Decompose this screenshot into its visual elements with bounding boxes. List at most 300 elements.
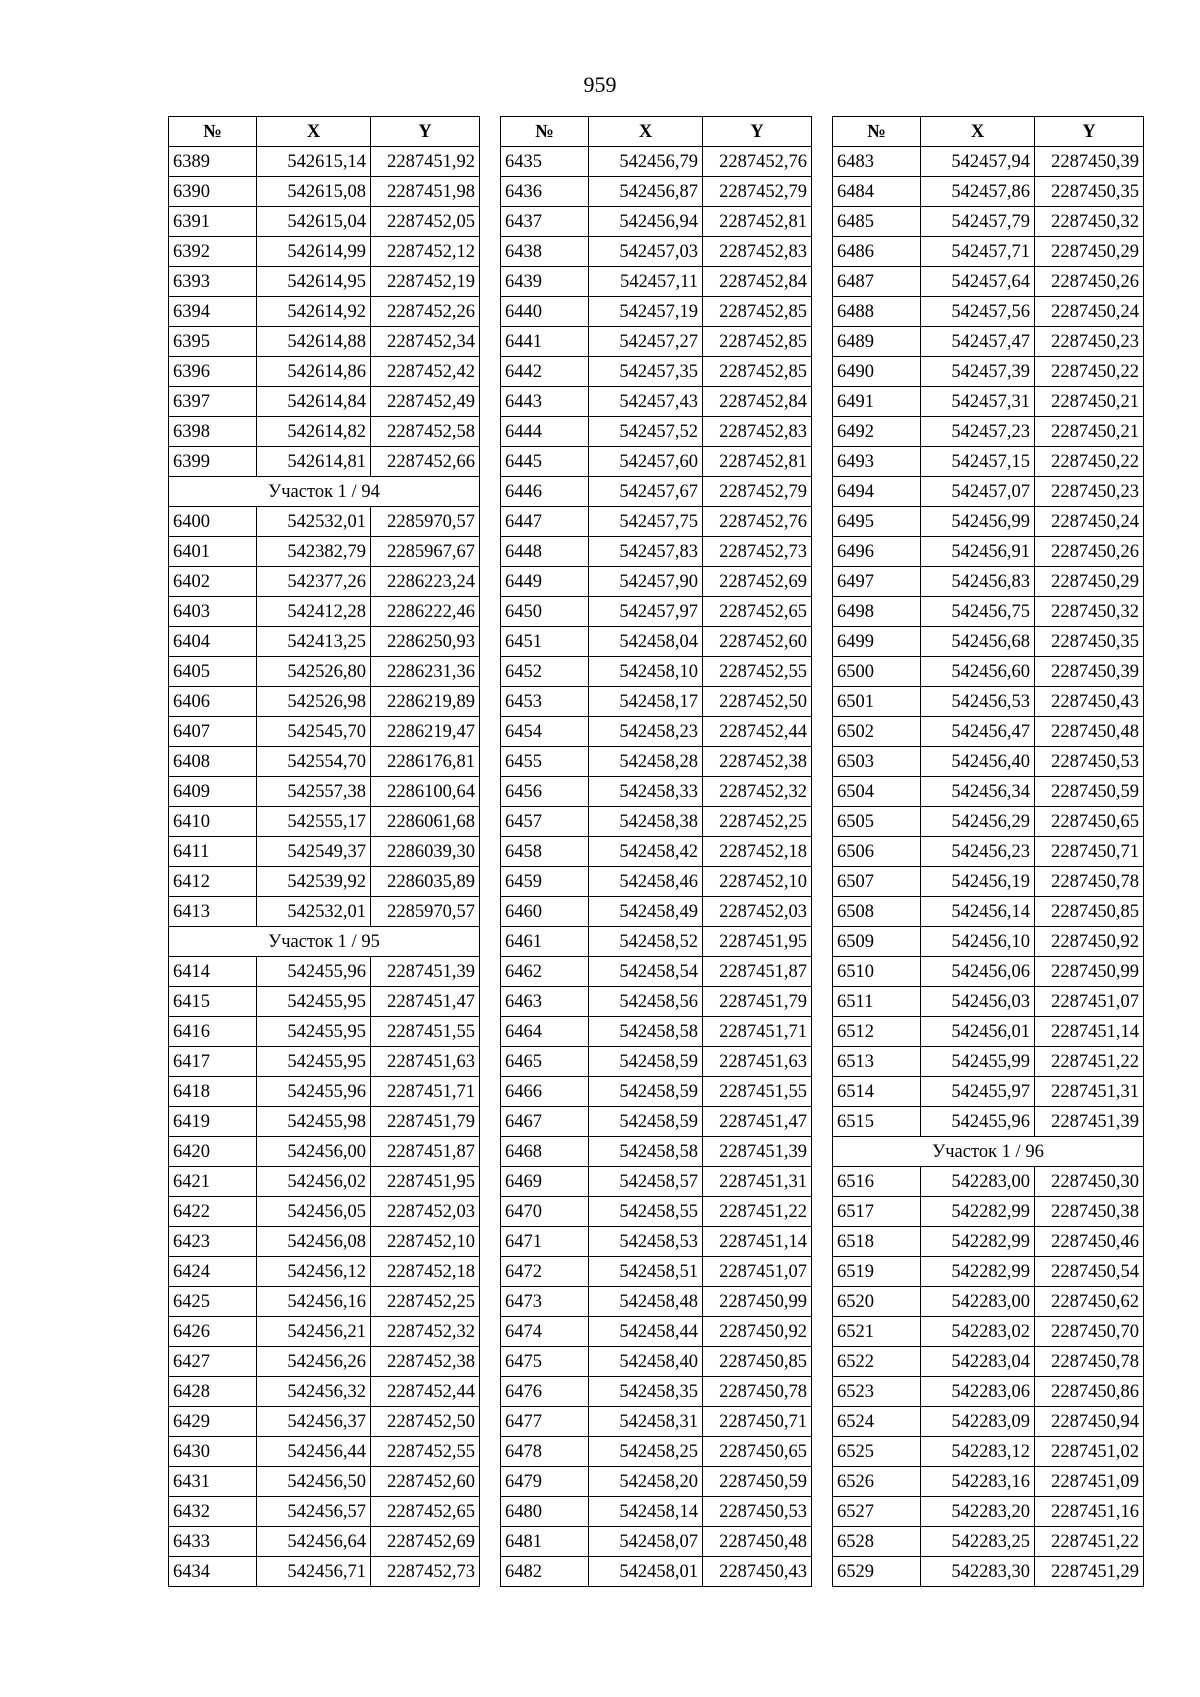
point-number-cell: 6518 <box>833 1227 921 1257</box>
column-header-number: № <box>833 117 921 147</box>
table-row <box>169 1077 480 1107</box>
point-number-cell: 6396 <box>169 357 257 387</box>
y-coordinate-cell: 2287452,79 <box>703 477 812 507</box>
y-coordinate-cell: 2287452,73 <box>703 537 812 567</box>
x-coordinate-cell: 542457,67 <box>589 477 703 507</box>
y-coordinate-cell: 2287451,79 <box>371 1107 480 1137</box>
point-number-cell: 6390 <box>169 177 257 207</box>
point-number-cell: 6495 <box>833 507 921 537</box>
point-number-cell: 6492 <box>833 417 921 447</box>
y-coordinate-cell: 2287451,31 <box>1035 1077 1144 1107</box>
table-row <box>501 297 812 327</box>
y-coordinate-cell: 2287450,29 <box>1035 567 1144 597</box>
x-coordinate-cell: 542457,75 <box>589 507 703 537</box>
table-row <box>169 1527 480 1557</box>
table-row <box>169 627 480 657</box>
table-row <box>169 1197 480 1227</box>
y-coordinate-cell: 2287452,81 <box>703 207 812 237</box>
point-number-cell: 6452 <box>501 657 589 687</box>
x-coordinate-cell: 542458,57 <box>589 1167 703 1197</box>
x-coordinate-cell: 542457,03 <box>589 237 703 267</box>
point-number-cell: 6523 <box>833 1377 921 1407</box>
table-row <box>169 177 480 207</box>
table-row <box>169 1317 480 1347</box>
table-row <box>501 687 812 717</box>
table-row <box>501 777 812 807</box>
column-header-y: Y <box>703 117 812 147</box>
table-row <box>169 327 480 357</box>
x-coordinate-cell: 542457,83 <box>589 537 703 567</box>
x-coordinate-cell: 542458,46 <box>589 867 703 897</box>
table-row <box>501 597 812 627</box>
y-coordinate-cell: 2287452,25 <box>371 1287 480 1317</box>
x-coordinate-cell: 542457,31 <box>921 387 1035 417</box>
table-row <box>501 207 812 237</box>
point-number-cell: 6426 <box>169 1317 257 1347</box>
point-number-cell: 6517 <box>833 1197 921 1227</box>
table-row <box>833 1227 1144 1257</box>
x-coordinate-cell: 542456,64 <box>257 1527 371 1557</box>
point-number-cell: 6501 <box>833 687 921 717</box>
point-number-cell: 6511 <box>833 987 921 1017</box>
point-number-cell: 6521 <box>833 1317 921 1347</box>
table-row <box>169 447 480 477</box>
y-coordinate-cell: 2287450,48 <box>703 1527 812 1557</box>
y-coordinate-cell: 2287452,32 <box>371 1317 480 1347</box>
table-row <box>169 237 480 267</box>
point-number-cell: 6411 <box>169 837 257 867</box>
y-coordinate-cell: 2287450,54 <box>1035 1257 1144 1287</box>
table-row <box>833 867 1144 897</box>
table-row <box>169 987 480 1017</box>
table-row <box>501 357 812 387</box>
x-coordinate-cell: 542457,15 <box>921 447 1035 477</box>
table-row <box>833 507 1144 537</box>
x-coordinate-cell: 542456,03 <box>921 987 1035 1017</box>
x-coordinate-cell: 542456,14 <box>921 897 1035 927</box>
y-coordinate-cell: 2287452,58 <box>371 417 480 447</box>
x-coordinate-cell: 542456,47 <box>921 717 1035 747</box>
table-row <box>833 927 1144 957</box>
point-number-cell: 6483 <box>833 147 921 177</box>
y-coordinate-cell: 2287450,92 <box>1035 927 1144 957</box>
y-coordinate-cell: 2287450,32 <box>1035 597 1144 627</box>
y-coordinate-cell: 2287451,63 <box>703 1047 812 1077</box>
section-label: Участок 1 / 96 <box>833 1137 1144 1167</box>
x-coordinate-cell: 542458,44 <box>589 1317 703 1347</box>
y-coordinate-cell: 2287451,87 <box>703 957 812 987</box>
y-coordinate-cell: 2287451,95 <box>371 1167 480 1197</box>
point-number-cell: 6491 <box>833 387 921 417</box>
y-coordinate-cell: 2287452,76 <box>703 147 812 177</box>
point-number-cell: 6444 <box>501 417 589 447</box>
table-row <box>501 1527 812 1557</box>
table-row <box>833 1107 1144 1137</box>
point-number-cell: 6461 <box>501 927 589 957</box>
table-row <box>833 627 1144 657</box>
x-coordinate-cell: 542457,71 <box>921 237 1035 267</box>
x-coordinate-cell: 542456,01 <box>921 1017 1035 1047</box>
x-coordinate-cell: 542283,00 <box>921 1287 1035 1317</box>
point-number-cell: 6480 <box>501 1497 589 1527</box>
y-coordinate-cell: 2286223,24 <box>371 567 480 597</box>
y-coordinate-cell: 2287452,03 <box>371 1197 480 1227</box>
x-coordinate-cell: 542458,51 <box>589 1257 703 1287</box>
y-coordinate-cell: 2286035,89 <box>371 867 480 897</box>
point-number-cell: 6515 <box>833 1107 921 1137</box>
point-number-cell: 6526 <box>833 1467 921 1497</box>
x-coordinate-cell: 542614,95 <box>257 267 371 297</box>
x-coordinate-cell: 542283,30 <box>921 1557 1035 1587</box>
table-row <box>833 1167 1144 1197</box>
table-row <box>169 1497 480 1527</box>
x-coordinate-cell: 542412,28 <box>257 597 371 627</box>
table-row <box>501 1257 812 1287</box>
point-number-cell: 6464 <box>501 1017 589 1047</box>
y-coordinate-cell: 2287451,22 <box>1035 1047 1144 1077</box>
x-coordinate-cell: 542614,86 <box>257 357 371 387</box>
point-number-cell: 6519 <box>833 1257 921 1287</box>
table-row <box>501 507 812 537</box>
point-number-cell: 6468 <box>501 1137 589 1167</box>
y-coordinate-cell: 2287450,39 <box>1035 147 1144 177</box>
y-coordinate-cell: 2287452,18 <box>703 837 812 867</box>
table-row <box>501 657 812 687</box>
y-coordinate-cell: 2287452,83 <box>703 417 812 447</box>
y-coordinate-cell: 2287450,39 <box>1035 657 1144 687</box>
x-coordinate-cell: 542457,23 <box>921 417 1035 447</box>
table-row <box>501 1197 812 1227</box>
table-row <box>169 537 480 567</box>
point-number-cell: 6418 <box>169 1077 257 1107</box>
y-coordinate-cell: 2287452,38 <box>371 1347 480 1377</box>
coordinates-table-1 <box>168 116 480 1587</box>
x-coordinate-cell: 542458,58 <box>589 1137 703 1167</box>
point-number-cell: 6421 <box>169 1167 257 1197</box>
x-coordinate-cell: 542456,57 <box>257 1497 371 1527</box>
y-coordinate-cell: 2287451,55 <box>371 1017 480 1047</box>
x-coordinate-cell: 542283,16 <box>921 1467 1035 1497</box>
x-coordinate-cell: 542458,31 <box>589 1407 703 1437</box>
x-coordinate-cell: 542456,21 <box>257 1317 371 1347</box>
y-coordinate-cell: 2287450,71 <box>703 1407 812 1437</box>
table-row <box>501 747 812 777</box>
y-coordinate-cell: 2287451,95 <box>703 927 812 957</box>
point-number-cell: 6451 <box>501 627 589 657</box>
table-row <box>169 1047 480 1077</box>
y-coordinate-cell: 2287450,35 <box>1035 627 1144 657</box>
point-number-cell: 6522 <box>833 1347 921 1377</box>
point-number-cell: 6503 <box>833 747 921 777</box>
point-number-cell: 6497 <box>833 567 921 597</box>
y-coordinate-cell: 2287451,39 <box>703 1137 812 1167</box>
x-coordinate-cell: 542283,09 <box>921 1407 1035 1437</box>
point-number-cell: 6488 <box>833 297 921 327</box>
y-coordinate-cell: 2287452,34 <box>371 327 480 357</box>
x-coordinate-cell: 542283,12 <box>921 1437 1035 1467</box>
y-coordinate-cell: 2287451,29 <box>1035 1557 1144 1587</box>
x-coordinate-cell: 542456,16 <box>257 1287 371 1317</box>
y-coordinate-cell: 2287452,32 <box>703 777 812 807</box>
x-coordinate-cell: 542457,64 <box>921 267 1035 297</box>
point-number-cell: 6419 <box>169 1107 257 1137</box>
y-coordinate-cell: 2287450,46 <box>1035 1227 1144 1257</box>
y-coordinate-cell: 2287452,85 <box>703 297 812 327</box>
x-coordinate-cell: 542456,40 <box>921 747 1035 777</box>
table-row <box>833 177 1144 207</box>
table-row <box>169 807 480 837</box>
table-row <box>501 1347 812 1377</box>
point-number-cell: 6478 <box>501 1437 589 1467</box>
x-coordinate-cell: 542456,05 <box>257 1197 371 1227</box>
x-coordinate-cell: 542458,52 <box>589 927 703 957</box>
table-row <box>501 897 812 927</box>
y-coordinate-cell: 2287452,05 <box>371 207 480 237</box>
y-coordinate-cell: 2287452,19 <box>371 267 480 297</box>
x-coordinate-cell: 542458,38 <box>589 807 703 837</box>
y-coordinate-cell: 2287451,07 <box>1035 987 1144 1017</box>
x-coordinate-cell: 542614,82 <box>257 417 371 447</box>
table-row <box>833 1047 1144 1077</box>
point-number-cell: 6399 <box>169 447 257 477</box>
point-number-cell: 6496 <box>833 537 921 567</box>
y-coordinate-cell: 2287451,55 <box>703 1077 812 1107</box>
y-coordinate-cell: 2287450,53 <box>1035 747 1144 777</box>
x-coordinate-cell: 542555,17 <box>257 807 371 837</box>
x-coordinate-cell: 542458,14 <box>589 1497 703 1527</box>
y-coordinate-cell: 2287450,21 <box>1035 417 1144 447</box>
table-row <box>169 717 480 747</box>
point-number-cell: 6427 <box>169 1347 257 1377</box>
table-row <box>169 207 480 237</box>
table-row <box>833 1437 1144 1467</box>
point-number-cell: 6398 <box>169 417 257 447</box>
table-row <box>169 777 480 807</box>
point-number-cell: 6447 <box>501 507 589 537</box>
table-row <box>833 1557 1144 1587</box>
point-number-cell: 6456 <box>501 777 589 807</box>
table-row <box>169 297 480 327</box>
point-number-cell: 6467 <box>501 1107 589 1137</box>
x-coordinate-cell: 542458,25 <box>589 1437 703 1467</box>
point-number-cell: 6486 <box>833 237 921 267</box>
point-number-cell: 6397 <box>169 387 257 417</box>
x-coordinate-cell: 542455,96 <box>257 957 371 987</box>
y-coordinate-cell: 2287450,24 <box>1035 507 1144 537</box>
y-coordinate-cell: 2287452,69 <box>371 1527 480 1557</box>
y-coordinate-cell: 2287452,66 <box>371 447 480 477</box>
y-coordinate-cell: 2287450,92 <box>703 1317 812 1347</box>
point-number-cell: 6422 <box>169 1197 257 1227</box>
point-number-cell: 6479 <box>501 1467 589 1497</box>
table-row <box>169 597 480 627</box>
table-row <box>501 177 812 207</box>
x-coordinate-cell: 542456,60 <box>921 657 1035 687</box>
y-coordinate-cell: 2287450,23 <box>1035 327 1144 357</box>
y-coordinate-cell: 2287451,98 <box>371 177 480 207</box>
table-row <box>169 147 480 177</box>
y-coordinate-cell: 2287452,65 <box>703 597 812 627</box>
y-coordinate-cell: 2287450,78 <box>703 1377 812 1407</box>
x-coordinate-cell: 542532,01 <box>257 897 371 927</box>
table-row <box>169 1347 480 1377</box>
table-row <box>833 897 1144 927</box>
table-row <box>501 717 812 747</box>
point-number-cell: 6504 <box>833 777 921 807</box>
coordinates-table-3 <box>832 116 1144 1587</box>
point-number-cell: 6402 <box>169 567 257 597</box>
x-coordinate-cell: 542458,59 <box>589 1107 703 1137</box>
point-number-cell: 6413 <box>169 897 257 927</box>
x-coordinate-cell: 542526,98 <box>257 687 371 717</box>
point-number-cell: 6436 <box>501 177 589 207</box>
point-number-cell: 6529 <box>833 1557 921 1587</box>
y-coordinate-cell: 2287450,65 <box>1035 807 1144 837</box>
table-row <box>501 417 812 447</box>
table-row <box>501 1287 812 1317</box>
y-coordinate-cell: 2287450,94 <box>1035 1407 1144 1437</box>
point-number-cell: 6405 <box>169 657 257 687</box>
point-number-cell: 6433 <box>169 1527 257 1557</box>
point-number-cell: 6524 <box>833 1407 921 1437</box>
y-coordinate-cell: 2287451,47 <box>371 987 480 1017</box>
point-number-cell: 6473 <box>501 1287 589 1317</box>
table-row <box>169 1227 480 1257</box>
point-number-cell: 6499 <box>833 627 921 657</box>
y-coordinate-cell: 2287452,18 <box>371 1257 480 1287</box>
column-header-number: № <box>501 117 589 147</box>
table-row <box>501 1107 812 1137</box>
point-number-cell: 6498 <box>833 597 921 627</box>
table-row <box>501 237 812 267</box>
y-coordinate-cell: 2287452,83 <box>703 237 812 267</box>
point-number-cell: 6476 <box>501 1377 589 1407</box>
point-number-cell: 6400 <box>169 507 257 537</box>
point-number-cell: 6395 <box>169 327 257 357</box>
point-number-cell: 6449 <box>501 567 589 597</box>
y-coordinate-cell: 2287450,26 <box>1035 267 1144 297</box>
x-coordinate-cell: 542458,20 <box>589 1467 703 1497</box>
coordinates-table-2 <box>500 116 812 1587</box>
point-number-cell: 6463 <box>501 987 589 1017</box>
point-number-cell: 6471 <box>501 1227 589 1257</box>
x-coordinate-cell: 542557,38 <box>257 777 371 807</box>
x-coordinate-cell: 542457,60 <box>589 447 703 477</box>
x-coordinate-cell: 542283,00 <box>921 1167 1035 1197</box>
y-coordinate-cell: 2287450,65 <box>703 1437 812 1467</box>
column-header-number: № <box>169 117 257 147</box>
y-coordinate-cell: 2287451,09 <box>1035 1467 1144 1497</box>
point-number-cell: 6457 <box>501 807 589 837</box>
point-number-cell: 6507 <box>833 867 921 897</box>
x-coordinate-cell: 542456,00 <box>257 1137 371 1167</box>
y-coordinate-cell: 2287450,99 <box>1035 957 1144 987</box>
table-row <box>501 1017 812 1047</box>
point-number-cell: 6428 <box>169 1377 257 1407</box>
x-coordinate-cell: 542458,49 <box>589 897 703 927</box>
point-number-cell: 6417 <box>169 1047 257 1077</box>
x-coordinate-cell: 542458,55 <box>589 1197 703 1227</box>
table-row <box>501 477 812 507</box>
point-number-cell: 6505 <box>833 807 921 837</box>
table-row <box>501 837 812 867</box>
y-coordinate-cell: 2286219,47 <box>371 717 480 747</box>
x-coordinate-cell: 542457,07 <box>921 477 1035 507</box>
y-coordinate-cell: 2287452,42 <box>371 357 480 387</box>
point-number-cell: 6508 <box>833 897 921 927</box>
column-header-x: X <box>257 117 371 147</box>
y-coordinate-cell: 2287450,22 <box>1035 447 1144 477</box>
point-number-cell: 6487 <box>833 267 921 297</box>
point-number-cell: 6454 <box>501 717 589 747</box>
y-coordinate-cell: 2287452,50 <box>371 1407 480 1437</box>
point-number-cell: 6416 <box>169 1017 257 1047</box>
table-row <box>501 957 812 987</box>
table-row <box>501 1407 812 1437</box>
x-coordinate-cell: 542458,48 <box>589 1287 703 1317</box>
point-number-cell: 6482 <box>501 1557 589 1587</box>
table-row <box>833 1257 1144 1287</box>
x-coordinate-cell: 542456,34 <box>921 777 1035 807</box>
x-coordinate-cell: 542455,96 <box>257 1077 371 1107</box>
point-number-cell: 6474 <box>501 1317 589 1347</box>
y-coordinate-cell: 2287450,48 <box>1035 717 1144 747</box>
point-number-cell: 6459 <box>501 867 589 897</box>
point-number-cell: 6506 <box>833 837 921 867</box>
x-coordinate-cell: 542458,56 <box>589 987 703 1017</box>
point-number-cell: 6443 <box>501 387 589 417</box>
x-coordinate-cell: 542456,79 <box>589 147 703 177</box>
x-coordinate-cell: 542458,01 <box>589 1557 703 1587</box>
x-coordinate-cell: 542456,75 <box>921 597 1035 627</box>
table-row <box>833 687 1144 717</box>
point-number-cell: 6493 <box>833 447 921 477</box>
point-number-cell: 6525 <box>833 1437 921 1467</box>
table-row <box>833 1497 1144 1527</box>
x-coordinate-cell: 542458,42 <box>589 837 703 867</box>
x-coordinate-cell: 542458,07 <box>589 1527 703 1557</box>
point-number-cell: 6440 <box>501 297 589 327</box>
table-row <box>501 1467 812 1497</box>
table-row <box>169 867 480 897</box>
point-number-cell: 6408 <box>169 747 257 777</box>
x-coordinate-cell: 542532,01 <box>257 507 371 537</box>
section-row <box>833 1137 1144 1167</box>
y-coordinate-cell: 2287451,71 <box>371 1077 480 1107</box>
section-label: Участок 1 / 95 <box>169 927 480 957</box>
x-coordinate-cell: 542457,43 <box>589 387 703 417</box>
x-coordinate-cell: 542458,04 <box>589 627 703 657</box>
table-row <box>169 1167 480 1197</box>
y-coordinate-cell: 2287451,14 <box>703 1227 812 1257</box>
point-number-cell: 6431 <box>169 1467 257 1497</box>
table-row <box>501 1167 812 1197</box>
x-coordinate-cell: 542457,39 <box>921 357 1035 387</box>
table-row <box>833 1377 1144 1407</box>
y-coordinate-cell: 2287452,55 <box>703 657 812 687</box>
x-coordinate-cell: 542458,58 <box>589 1017 703 1047</box>
table-row <box>833 237 1144 267</box>
table-row <box>833 837 1144 867</box>
x-coordinate-cell: 542456,06 <box>921 957 1035 987</box>
x-coordinate-cell: 542457,19 <box>589 297 703 327</box>
x-coordinate-cell: 542457,79 <box>921 207 1035 237</box>
point-number-cell: 6453 <box>501 687 589 717</box>
point-number-cell: 6414 <box>169 957 257 987</box>
point-number-cell: 6484 <box>833 177 921 207</box>
table-row <box>169 357 480 387</box>
table-row <box>833 477 1144 507</box>
